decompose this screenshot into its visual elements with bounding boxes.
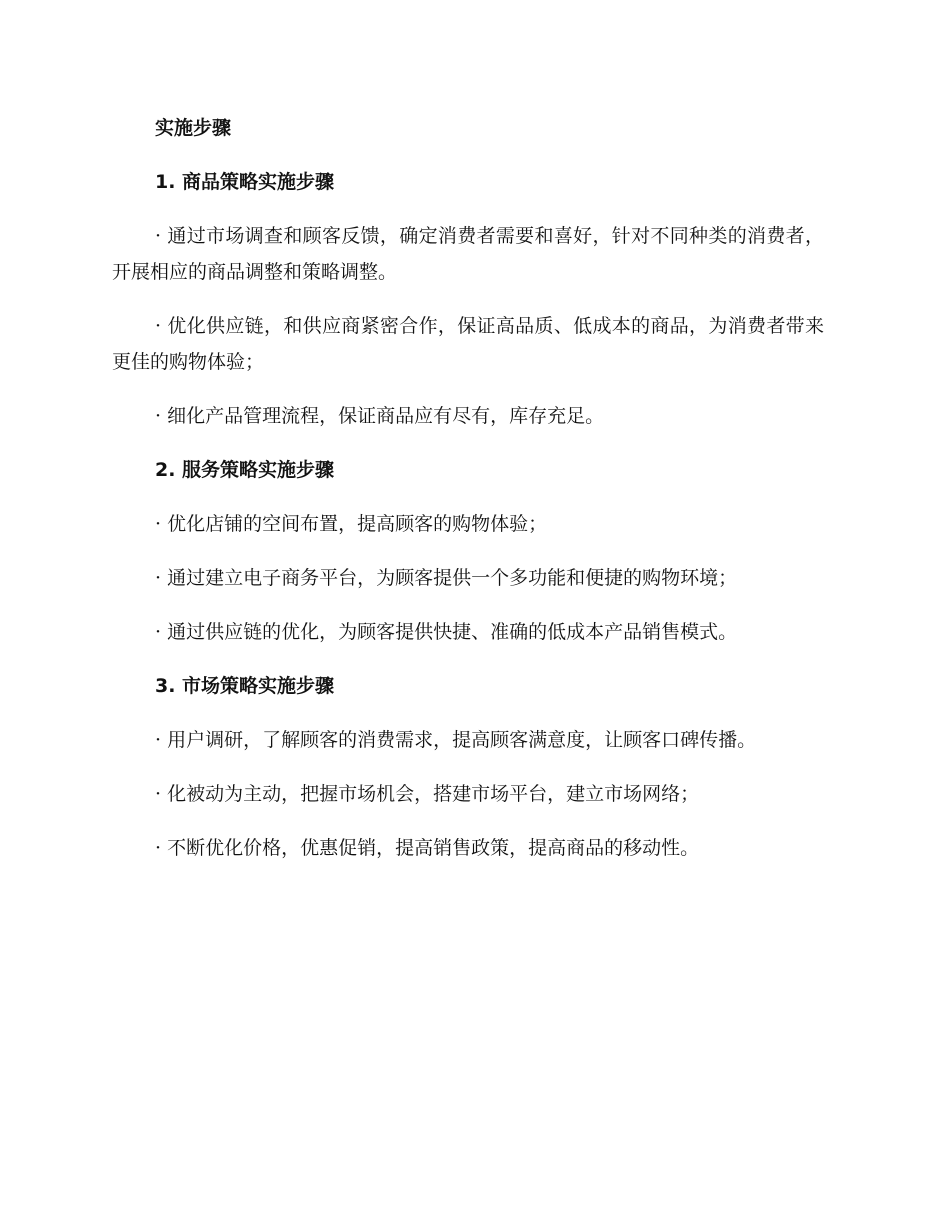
document-body [112, 110, 824, 884]
paragraph-item: · 不断优化价格，优惠促销，提高销售政策，提高商品的移动性。 [155, 837, 700, 859]
paragraph-item: · 用户调研，了解顾客的消费需求，提高顾客满意度，让顾客口碑传播。 [155, 729, 757, 751]
section-heading-market-strategy: 3. 市场策略实施步骤 [155, 675, 335, 697]
paragraph-item: · 化被动为主动，把握市场机会，搭建市场平台，建立市场网络； [155, 783, 700, 805]
paragraph-item: · 通过供应链的优化，为顾客提供快捷、准确的低成本产品销售模式。 [155, 621, 738, 643]
document-title: 实施步骤 [155, 117, 232, 139]
paragraph-item: · 细化产品管理流程，保证商品应有尽有，库存充足。 [155, 405, 605, 427]
paragraph-item: · 通过市场调查和顾客反馈，确定消费者需要和喜好，针对不同种类的消费者，开展相应的商品调整和策略调整。 [112, 225, 824, 283]
paragraph-item: · 优化供应链，和供应商紧密合作，保证高品质、低成本的商品，为消费者带来更佳的购物体验； [112, 315, 824, 373]
paragraph-item: · 通过建立电子商务平台，为顾客提供一个多功能和便捷的购物环境； [155, 567, 738, 589]
section-heading-product-strategy: 1. 商品策略实施步骤 [155, 171, 335, 193]
paragraph-item: · 优化店铺的空间布置，提高顾客的购物体验； [155, 513, 548, 535]
section-heading-service-strategy: 2. 服务策略实施步骤 [155, 459, 335, 481]
